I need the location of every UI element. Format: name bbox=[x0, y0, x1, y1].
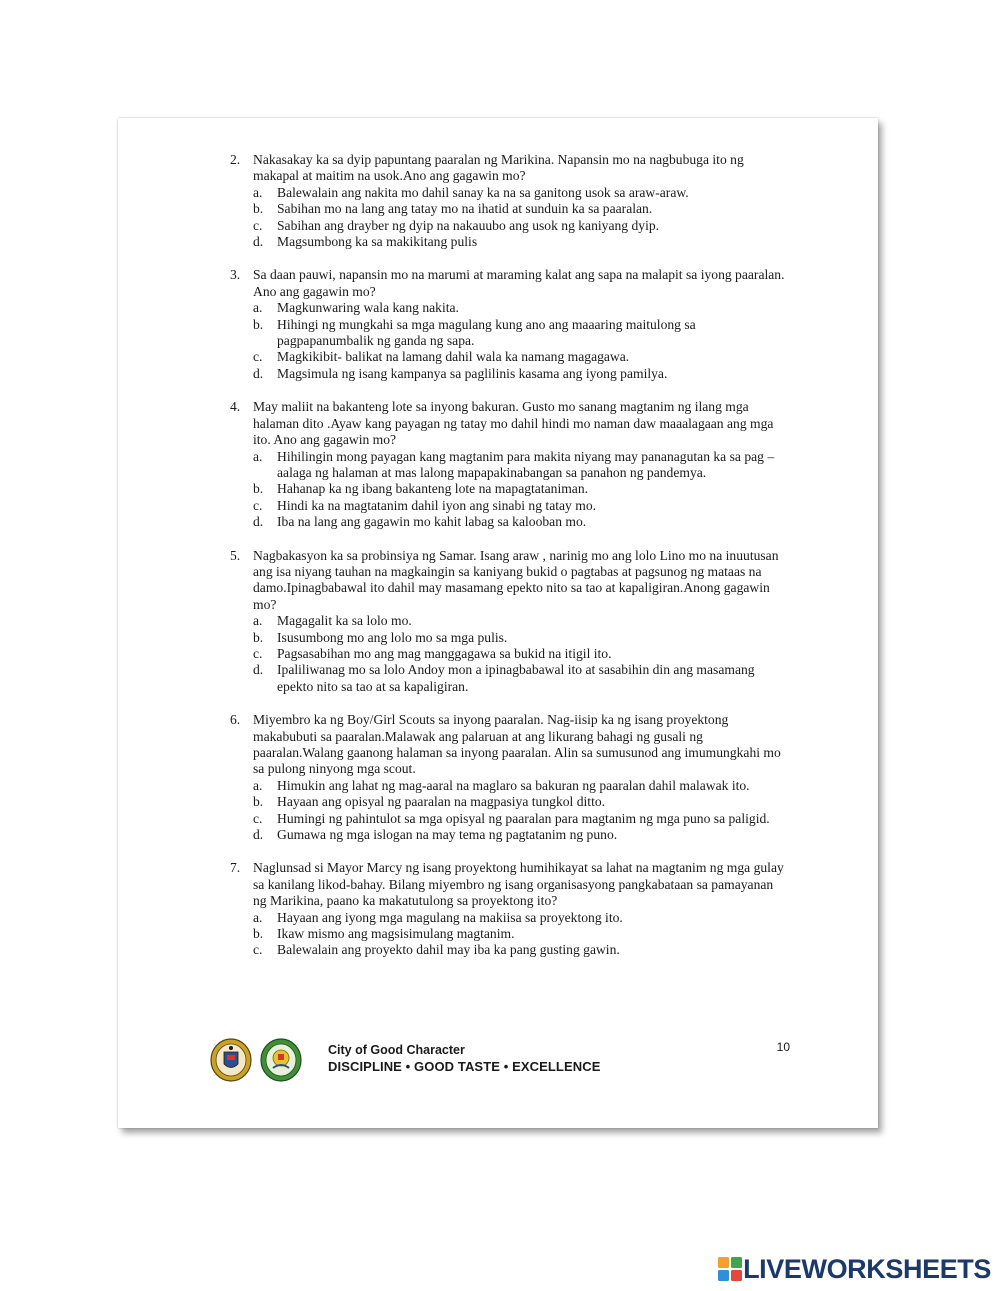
worksheet-page bbox=[118, 118, 878, 1128]
choice-item bbox=[253, 201, 786, 217]
choice-letter: c. bbox=[253, 645, 263, 661]
choice-letter: d. bbox=[253, 662, 264, 678]
choice-item bbox=[253, 942, 786, 958]
choice-text: Ikaw mismo ang magsisimulang magtanim. bbox=[277, 926, 515, 942]
choice-item bbox=[253, 630, 786, 646]
choice-text: Balewalain ang nakita mo dahil sanay ka na sa ganitong usok sa araw-araw. bbox=[277, 184, 689, 200]
choice-item bbox=[253, 662, 786, 695]
choice-letter: d. bbox=[253, 514, 264, 530]
choice-item bbox=[253, 910, 786, 926]
choice-text: Hindi ka na magtatanim dahil iyon ang sinabi ng tatay mo. bbox=[277, 497, 597, 513]
choice-text: Sabihan ang drayber ng dyip na nakauubo ang usok ng kaniyang dyip. bbox=[277, 217, 660, 233]
choice-item bbox=[253, 646, 786, 662]
footer-motto-line2: DISCIPLINE • GOOD TASTE • EXCELLENCE bbox=[328, 1059, 601, 1074]
choice-item bbox=[253, 498, 786, 514]
choice-letter: c. bbox=[253, 349, 263, 365]
choice-text: Ipaliliwanag mo sa lolo Andoy mon a ipinagbabawal ito at sasabihin din ang masamang epekto nito sa tao at sa kapaligiran. bbox=[277, 662, 755, 694]
choice-item bbox=[253, 514, 786, 530]
page-number: 10 bbox=[776, 1040, 790, 1054]
choice-list bbox=[230, 300, 786, 382]
choice-letter: d. bbox=[253, 234, 264, 250]
choice-list bbox=[230, 613, 786, 695]
question-number: 6. bbox=[230, 712, 241, 728]
choice-letter: c. bbox=[253, 942, 263, 958]
choice-text: Isusumbong mo ang lolo mo sa mga pulis. bbox=[277, 629, 508, 645]
choice-text: Sabihan mo na lang ang tatay mo na ihatid at sunduin ka sa paaralan. bbox=[277, 201, 653, 217]
choice-text: Pagsasabihan mo ang mag manggagawa sa bukid na itigil ito. bbox=[277, 645, 612, 661]
choice-text: Magkunwaring wala kang nakita. bbox=[277, 300, 459, 316]
choice-text: Balewalain ang proyekto dahil may iba ka pang gusting gawin. bbox=[277, 942, 620, 958]
question-text: Nagbakasyon ka sa probinsiya ng Samar. Isang araw , narinig mo ang lolo Lino mo na inuutusan ang isa niyang tauhan na magkaingin sa kaniyang bukid o pagtabas at pagsunog ng mataas na damo.Ipinagbabawal ito dahil may masamang epekto nito sa tao at kapaligiran.Anong gagawin mo? bbox=[253, 547, 779, 612]
choice-letter: b. bbox=[253, 316, 264, 332]
choice-list bbox=[230, 910, 786, 959]
choice-letter: d. bbox=[253, 827, 264, 843]
choice-item bbox=[253, 185, 786, 201]
question-number: 4. bbox=[230, 399, 241, 415]
choice-item bbox=[253, 778, 786, 794]
question-item bbox=[230, 548, 786, 696]
question-stem bbox=[230, 399, 786, 448]
question-item bbox=[230, 267, 786, 382]
choice-list bbox=[230, 778, 786, 844]
choice-text: Magkikibit- balikat na lamang dahil wala ka namang magagawa. bbox=[277, 349, 630, 365]
choice-letter: b. bbox=[253, 629, 264, 645]
choice-item bbox=[253, 794, 786, 810]
liveworksheets-logo-icon bbox=[718, 1257, 742, 1281]
question-item bbox=[230, 399, 786, 530]
choice-text: Iba na lang ang gagawin mo kahit labag sa kalooban mo. bbox=[277, 514, 587, 530]
question-text: Miyembro ka ng Boy/Girl Scouts sa inyong paaralan. Nag-iisip ka ng isang proyektong makabubuti sa paaralan.Malawak ang palaruan at ang likurang bahagi ng gusali ng paaralan.Walang gaanong halaman sa inyong paaralan. Alin sa sumusunod ang imumungkahi mo sa pulong ninyong mga scout. bbox=[253, 712, 781, 777]
question-number: 5. bbox=[230, 547, 241, 563]
choice-letter: b. bbox=[253, 926, 264, 942]
choice-text: Hayaan ang opisyal ng paaralan na magpasiya tungkol ditto. bbox=[277, 794, 606, 810]
choice-letter: b. bbox=[253, 481, 264, 497]
division-seal-icon bbox=[260, 1038, 302, 1082]
choice-text: Hihilingin mong payagan kang magtanim para makita niyang may pananagutan ka sa pag –aalaga ng halaman at mas lalong mapapakinabangan sa panahon ng pandemya. bbox=[277, 448, 775, 480]
question-list bbox=[230, 152, 786, 976]
city-seal-icon bbox=[210, 1038, 252, 1082]
choice-item bbox=[253, 349, 786, 365]
question-text: Nakasakay ka sa dyip papuntang paaralan ng Marikina. Napansin mo na nagbubuga ito ng makapal at maitim na usok.Ano ang gagawin mo? bbox=[253, 152, 744, 184]
choice-text: Magsumbong ka sa makikitang pulis bbox=[277, 234, 478, 250]
choice-text: Magsimula ng isang kampanya sa paglilinis kasama ang iyong pamilya. bbox=[277, 365, 668, 381]
choice-letter: a. bbox=[253, 613, 263, 629]
choice-text: Hahanap ka ng ibang bakanteng lote na mapagtataniman. bbox=[277, 481, 589, 497]
question-text: Naglunsad si Mayor Marcy ng isang proyektong humihikayat sa lahat na magtanim ng mga gulay sa kanilang likod-bahay. Bilang miyembro ng isang organisasyong pangkabataan sa pamayanan ng Marikina, paano ka makatutulong sa proyektong ito? bbox=[253, 860, 784, 909]
choice-letter: a. bbox=[253, 777, 263, 793]
question-text: Sa daan pauwi, napansin mo na marumi at maraming kalat ang sapa na malapit sa iyong paaralan. Ano ang gagawin mo? bbox=[253, 267, 785, 299]
choice-item bbox=[253, 811, 786, 827]
choice-text: Himukin ang lahat ng mag-aaral na maglaro sa bakuran ng paaralan dahil malawak ito. bbox=[277, 777, 750, 793]
question-stem bbox=[230, 548, 786, 614]
question-number: 7. bbox=[230, 860, 241, 876]
choice-list bbox=[230, 185, 786, 251]
choice-item bbox=[253, 300, 786, 316]
choice-item bbox=[253, 218, 786, 234]
choice-letter: d. bbox=[253, 365, 264, 381]
question-item bbox=[230, 152, 786, 250]
question-text: May maliit na bakanteng lote sa inyong bakuran. Gusto mo sanang magtanim ng ilang mga halaman dito .Ayaw kang payagan ng tatay mo dahil hindi mo naman daw maaalagaan ang mga ito. Ano ang gagawin mo? bbox=[253, 399, 774, 448]
choice-letter: a. bbox=[253, 184, 263, 200]
choice-letter: c. bbox=[253, 497, 263, 513]
choice-letter: c. bbox=[253, 810, 263, 826]
choice-text: Hihingi ng mungkahi sa mga magulang kung ano ang maaaring maitulong sa pagpapanumbalik ng ganda ng sapa. bbox=[277, 316, 696, 349]
choice-letter: b. bbox=[253, 201, 264, 217]
choice-item bbox=[253, 827, 786, 843]
brand-logo bbox=[718, 1254, 991, 1284]
choice-letter: a. bbox=[253, 300, 263, 316]
choice-text: Hayaan ang iyong mga magulang na makiisa sa proyektong ito. bbox=[277, 909, 623, 925]
choice-item bbox=[253, 613, 786, 629]
question-stem bbox=[230, 152, 786, 185]
choice-item bbox=[253, 317, 786, 350]
choice-list bbox=[230, 449, 786, 531]
choice-text: Humingi ng pahintulot sa mga opisyal ng paaralan para magtanim ng mga puno sa paligid. bbox=[277, 810, 770, 826]
question-number: 2. bbox=[230, 152, 241, 167]
choice-letter: b. bbox=[253, 794, 264, 810]
page-footer bbox=[210, 1036, 790, 1096]
choice-letter: a. bbox=[253, 909, 263, 925]
question-stem bbox=[230, 267, 786, 300]
question-item bbox=[230, 860, 786, 958]
choice-letter: a. bbox=[253, 448, 263, 464]
choice-text: Gumawa ng mga islogan na may tema ng pagtatanim ng puno. bbox=[277, 827, 618, 843]
footer-motto-line1: City of Good Character bbox=[328, 1043, 465, 1057]
choice-item bbox=[253, 234, 786, 250]
choice-item bbox=[253, 449, 786, 482]
choice-letter: c. bbox=[253, 217, 263, 233]
question-stem bbox=[230, 712, 786, 778]
choice-item bbox=[253, 366, 786, 382]
question-stem bbox=[230, 860, 786, 909]
footer-motto bbox=[328, 1042, 601, 1075]
brand-name: LIVEWORKSHEETS bbox=[743, 1253, 991, 1284]
choice-item bbox=[253, 481, 786, 497]
choice-item bbox=[253, 926, 786, 942]
question-number: 3. bbox=[230, 267, 241, 283]
choice-text: Magagalit ka sa lolo mo. bbox=[277, 613, 412, 629]
question-item bbox=[230, 712, 786, 843]
